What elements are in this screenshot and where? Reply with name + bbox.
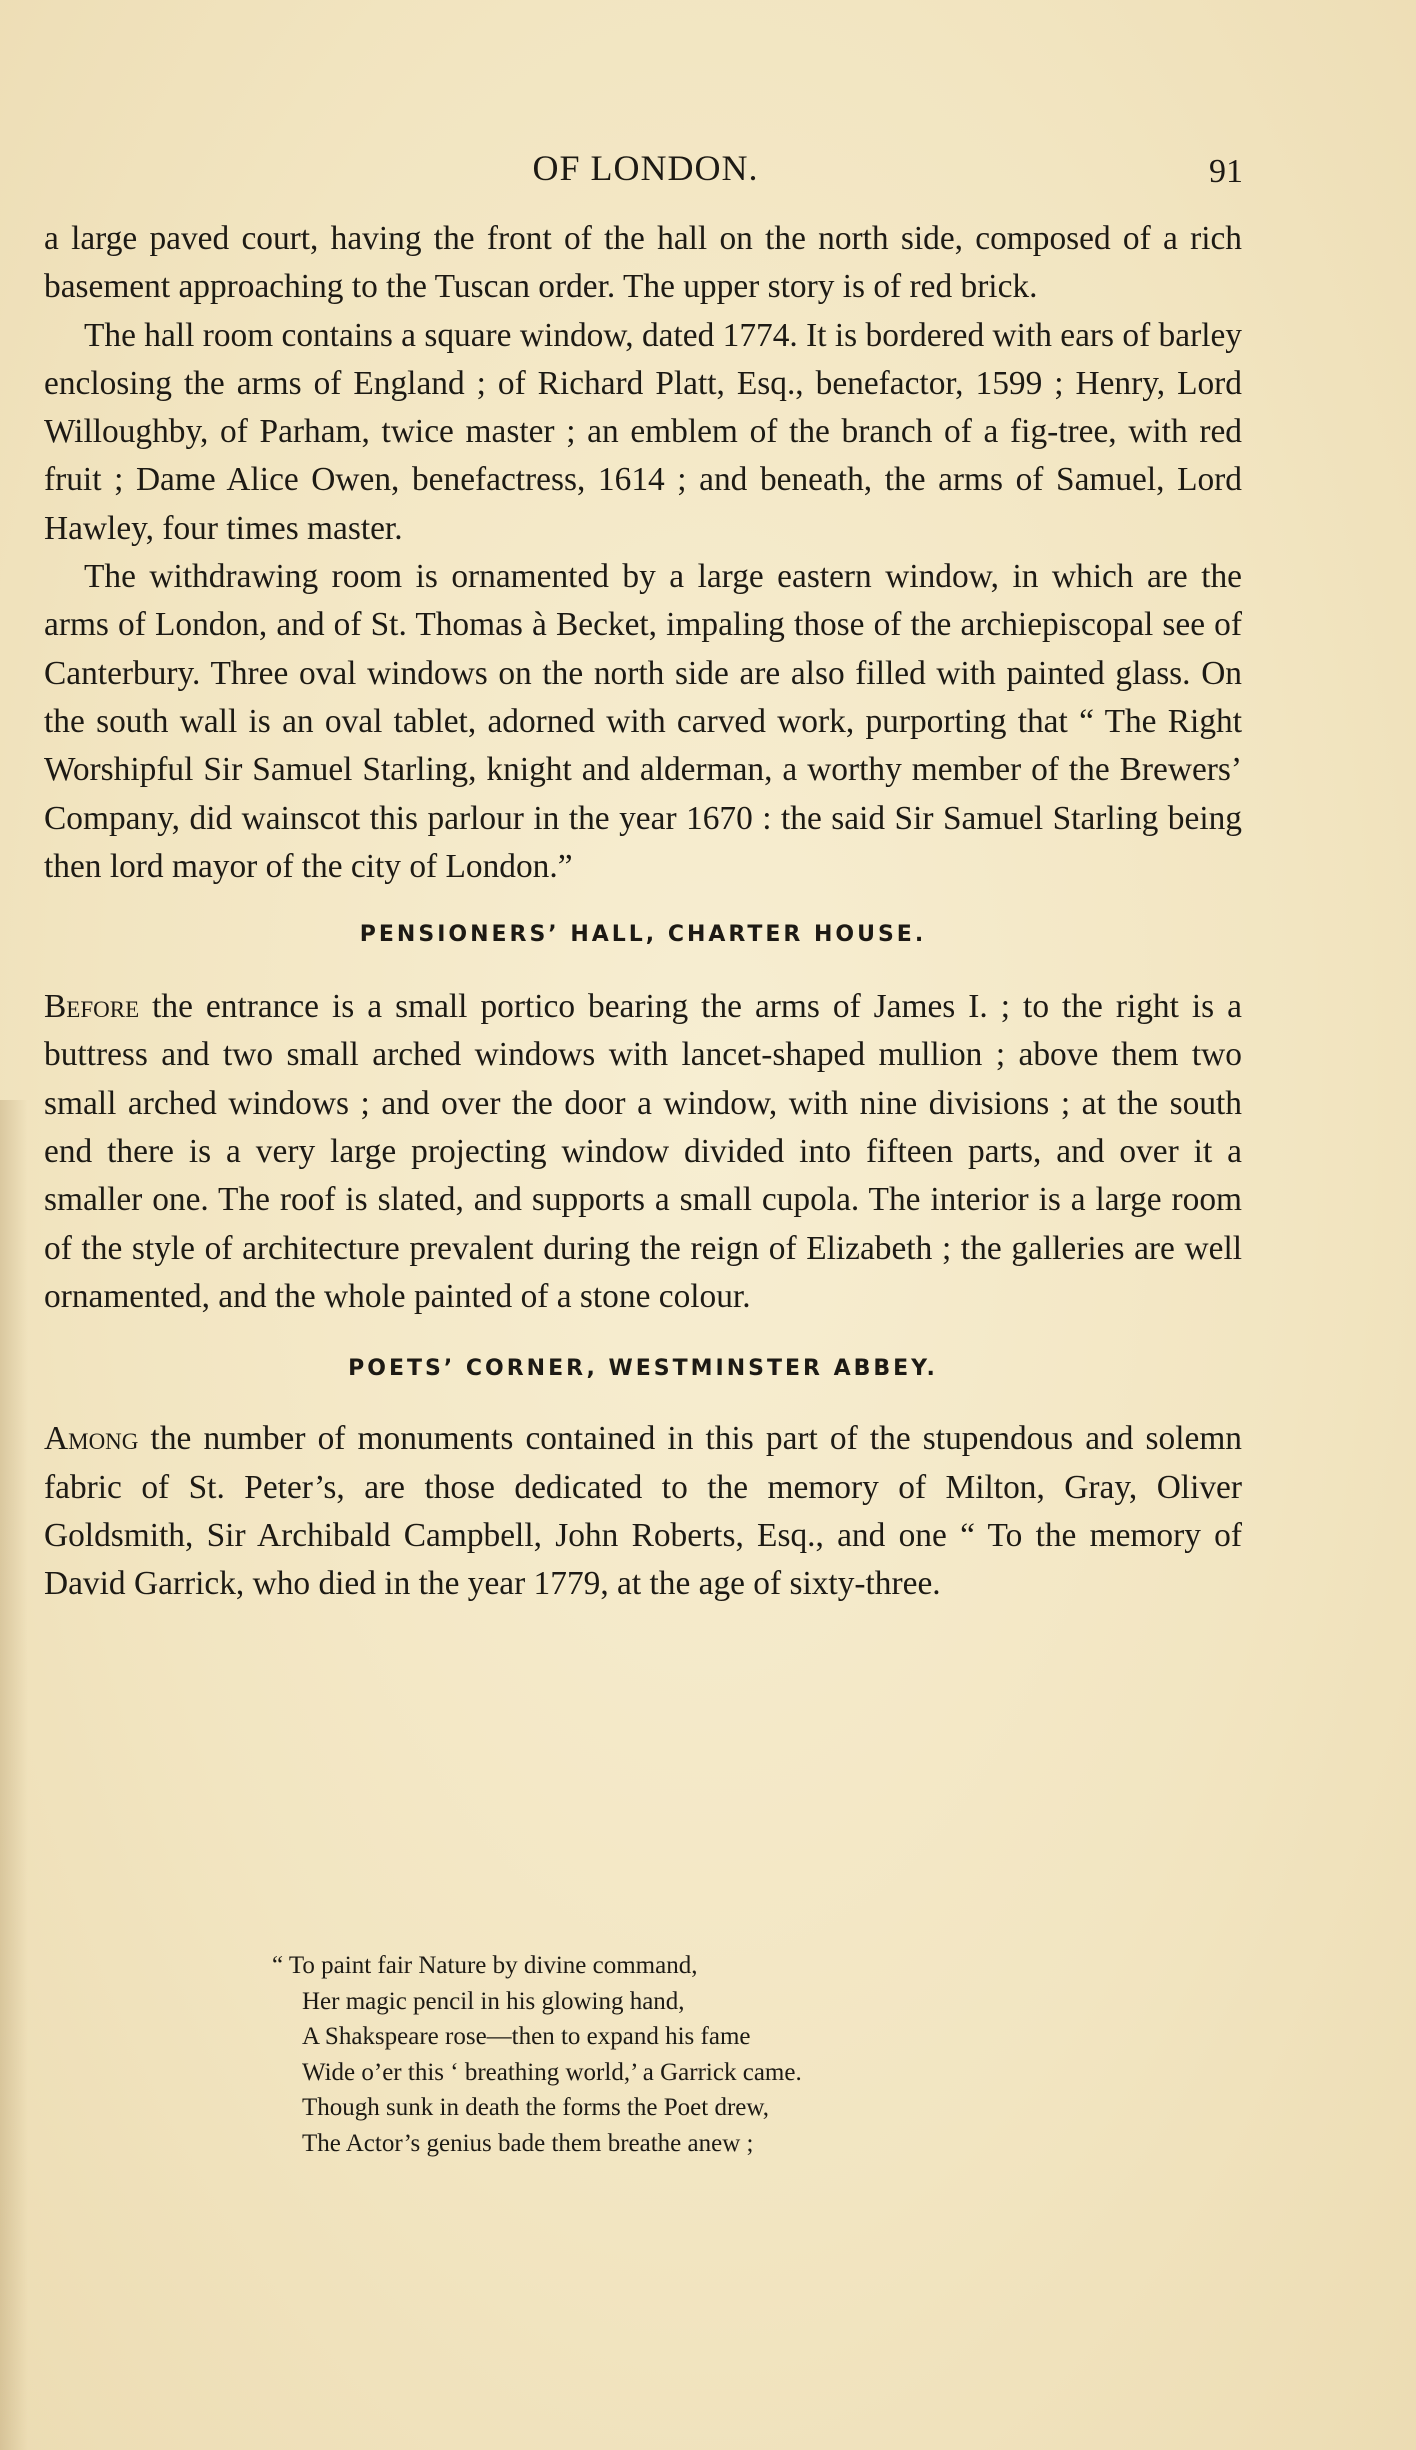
page-edge-shadow [0,1100,28,2450]
poem-line: “ To paint fair Nature by divine command, [272,1952,698,1979]
poem-line: The Actor’s genius bade them breathe anew ; [302,2129,754,2157]
paragraph-text: the number of monuments contained in this part of the stupendous and solemn fabric of St. Peter’s, are those dedicated to the memory of Milton, Gray, Oliver Goldsmith, Sir Archibald Campbell, John Roberts, Esq., and one “ To the memory of David Garrick, who died in the year 1779, at the age of sixty-three. [44,1420,1242,1603]
lead-word: Among [44,1420,139,1458]
paragraph-withdrawing-room: The withdrawing room is ornamented by a large eastern window, in which are the arms of London, and of St. Thomas à Becket, impaling those of the archiepiscopal see of Canterbury. Three oval windows on the north side are also filled with painted glass. On the south wall is an oval tablet, adorned with carved work, purporting that “ The Right Worshipful Sir Samuel Starling, knight and alderman, a worthy member of the Brewers’ Company, did wainscot this parlour in the year 1670 : the said Sir Samuel Starling being then lord mayor of the city of London.” [44,558,1242,885]
running-title: OF LONDON. [532,148,759,188]
paragraph-text: the entrance is a small portico bearing the arms of James I. ; to the right is a buttress and two small arched windows with lancet-shaped mullion ; above them two small arched windows ; and over the door a window, with nine divisions ; at the south end there is a very large projecting window divided into fifteen parts, and over it a smaller one. The roof is slated, and supports a small cupola. The interior is a large room of the style of architecture prevalent during the reign of Elizabeth ; the galleries are well ornamented, and the whole painted of a stone colour. [44,988,1242,1315]
section-heading-pensioners-hall: PENSIONERS’ HALL, CHARTER HOUSE. [359,922,927,948]
paragraph-continuation: a large paved court, having the front of the hall on the north side, composed of a rich basement approaching to the Tuscan order. The upper story is of red brick. [44,220,1242,306]
paragraph-hall-room: The hall room contains a square window, dated 1774. It is bordered with ears of barley enclosing the arms of England ; of Richard Platt, Esq., benefactor, 1599 ; Henry, Lord Willoughby, of Parham, twice master ; an emblem of the branch of a fig-tree, with red fruit ; Dame Alice Owen, benefactress, 1614 ; and beneath, the arms of Samuel, Lord Hawley, four times master. [44,316,1242,547]
page-number: 91 [1209,153,1243,190]
poem-line: Her magic pencil in his glowing hand, [302,1987,685,2015]
body-text [44,215,1242,1608]
running-header [48,143,1243,193]
poem-line: Wide o’er this ‘ breathing world,’ a Garrick came. [302,2058,802,2086]
section-heading-poets-corner: POETS’ CORNER, WESTMINSTER ABBEY. [348,1356,938,1382]
poem-line: A Shakspeare rose—then to expand his fame [302,2023,751,2050]
lead-word: Before [44,988,140,1026]
epitaph-poem [272,1948,802,2161]
paragraph-poets-corner [44,1415,1242,1608]
paragraph-pensioners-hall [44,983,1242,1321]
poem-line: Though sunk in death the forms the Poet drew, [302,2094,770,2121]
